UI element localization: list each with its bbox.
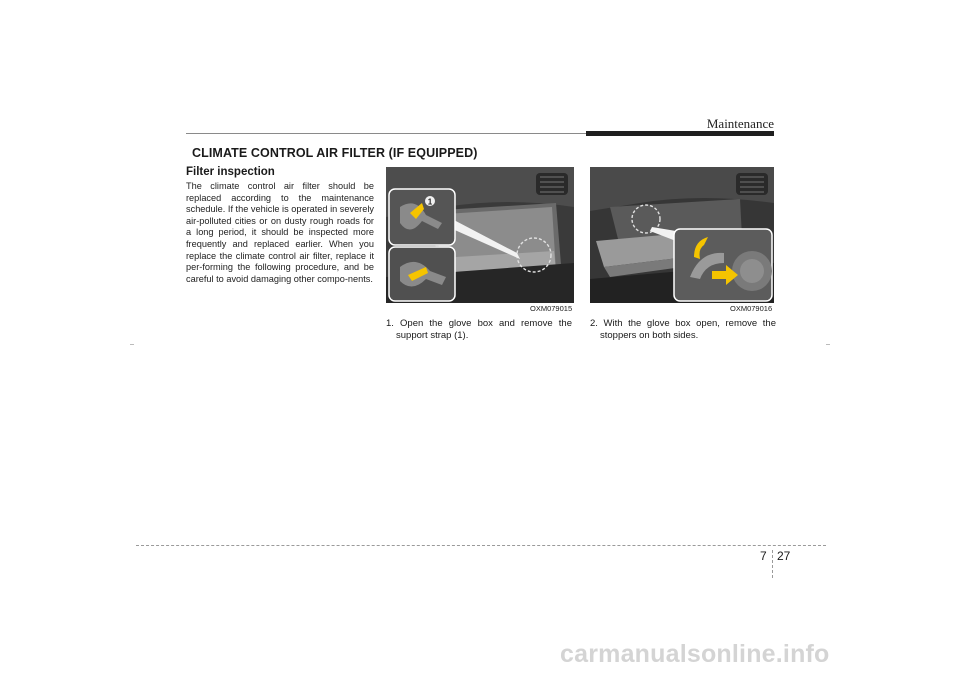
- step-1-caption: [386, 318, 572, 341]
- header-rule-thin: [186, 133, 586, 134]
- crop-mark-left: [130, 344, 134, 345]
- step-2-caption: [590, 318, 776, 341]
- figure-glove-box-stoppers: [590, 167, 774, 303]
- figure-code-2: OXM079016: [730, 304, 773, 313]
- callout-1: 1: [427, 197, 433, 207]
- figure-glove-box-strap: [386, 167, 574, 303]
- filter-inspection-heading: Filter inspection: [186, 166, 275, 178]
- page-number: 27: [777, 549, 791, 563]
- figure-code-1: OXM079015: [530, 304, 573, 313]
- step-1-text: 1. Open the glove box and remove the support strap (1).: [386, 318, 572, 341]
- filter-inspection-body: The climate control air filter should be replaced according to the maintenance schedule. If the vehicle is operated in severely air-polluted cities or on dusty rough roads for a long period, it should be inspected more frequently and replaced earlier. When you replace the climate control air filter, replace it per-forming the following procedure, and be careful to avoid damaging other compo-nents.: [186, 181, 374, 284]
- page-number-separator: [772, 550, 773, 578]
- watermark: carmanualsonline.info: [560, 640, 830, 668]
- step-2-text: 2. With the glove box open, remove the stoppers on both sides.: [590, 318, 776, 341]
- header-rule-thick: [586, 131, 774, 136]
- crop-mark-right: [826, 344, 830, 345]
- running-header-section: Maintenance: [706, 116, 774, 131]
- section-title: CLIMATE CONTROL AIR FILTER (IF EQUIPPED): [192, 146, 478, 160]
- chapter-number: 7: [760, 549, 767, 563]
- footer-rule: [136, 545, 826, 546]
